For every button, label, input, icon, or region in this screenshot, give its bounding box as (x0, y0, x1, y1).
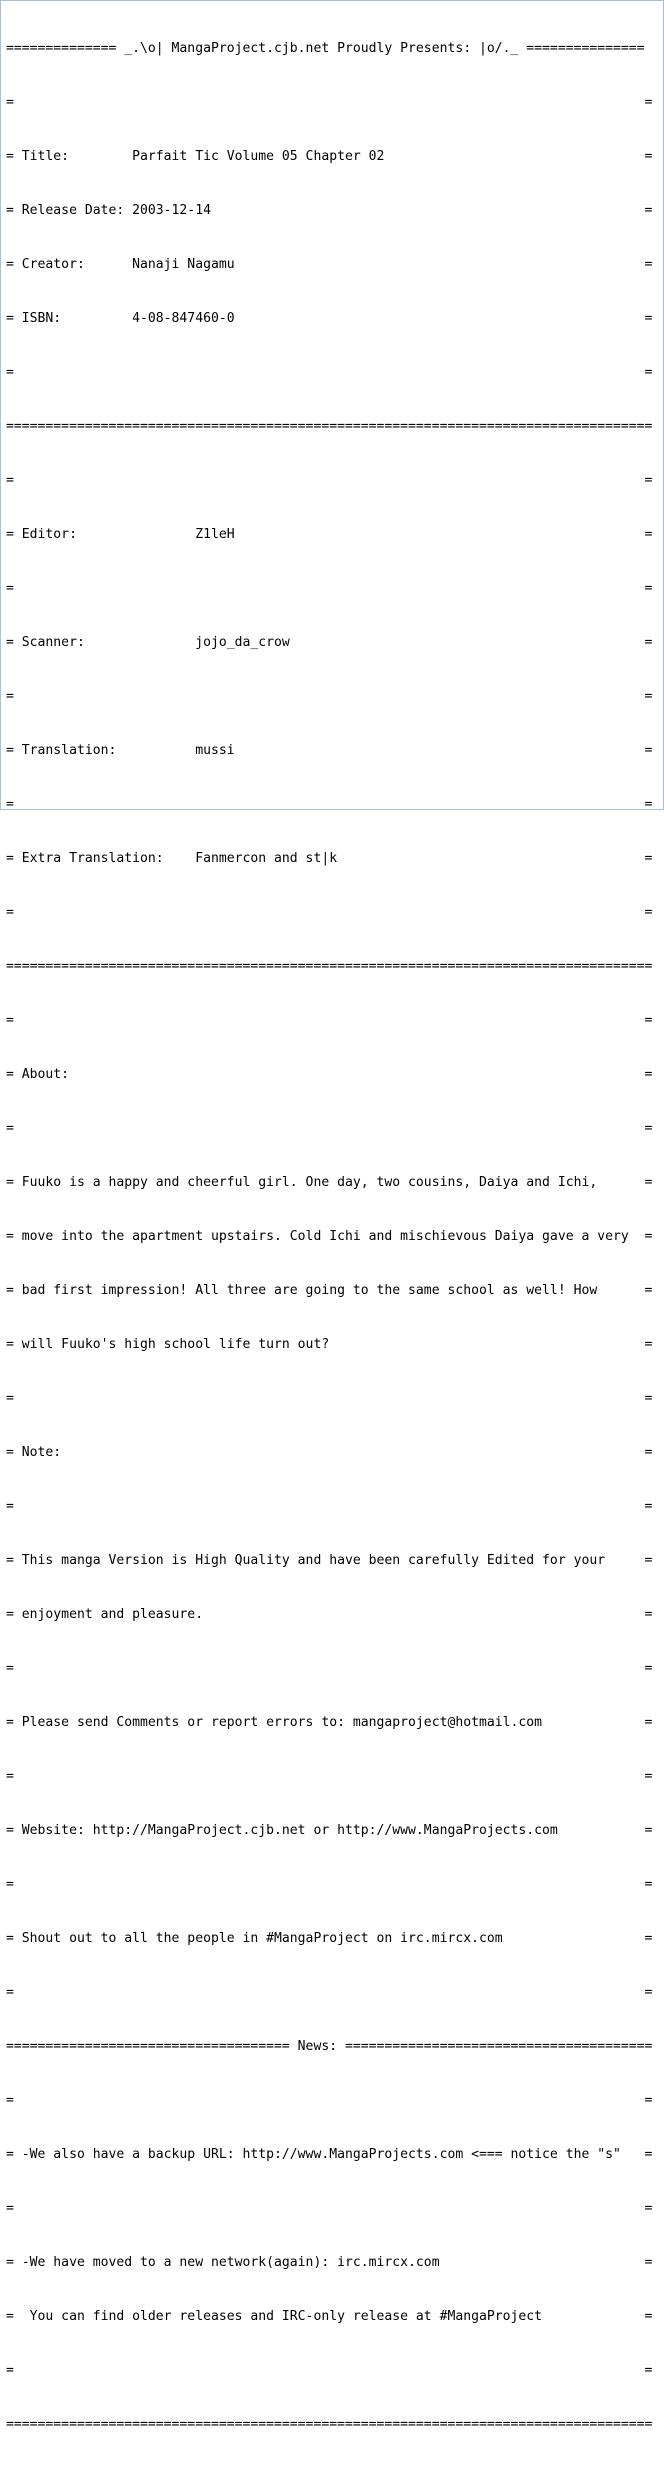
news-item-line: = You can find older releases and IRC-only release at #MangaProject = (6, 2309, 653, 2324)
border-line: = = (6, 1391, 653, 1406)
about-text-line: = move into the apartment upstairs. Cold Ichi and mischievous Daiya gave a very = (6, 1229, 653, 1244)
news-item-line: = -We have moved to a new network(again): irc.mircx.com = (6, 2255, 653, 2270)
footer-separator-line: ================================================================================== (6, 2417, 653, 2432)
border-line: = = (6, 1121, 653, 1136)
editor-line: = Editor: Z1leH = (6, 527, 653, 542)
about-text-line: = bad first impression! All three are going to the same school as well! How = (6, 1283, 653, 1298)
news-item-line: = -We also have a backup URL: http://www.MangaProjects.com <=== notice the "s" = (6, 2147, 653, 2162)
border-line: = = (6, 2093, 653, 2108)
border-line: = = (6, 95, 653, 110)
border-line: = = (6, 473, 653, 488)
about-heading-line: = About: = (6, 1067, 653, 1082)
news-separator-line: ==================================== News: ======================================= (6, 2039, 653, 2054)
title-line: = Title: Parfait Tic Volume 05 Chapter 02 = (6, 149, 653, 164)
scanner-line: = Scanner: jojo_da_crow = (6, 635, 653, 650)
note-text-line: = enjoyment and pleasure. = (6, 1607, 653, 1622)
creator-line: = Creator: Nanaji Nagamu = (6, 257, 653, 272)
border-line: = = (6, 2363, 653, 2378)
about-text-line: = will Fuuko's high school life turn out? = (6, 1337, 653, 1352)
border-line: = = (6, 1661, 653, 1676)
separator-line: ================================================================================== (6, 959, 653, 974)
border-line: = = (6, 689, 653, 704)
border-line: = = (6, 1499, 653, 1514)
text-content (1, 1, 663, 2470)
border-line: = = (6, 905, 653, 920)
border-line: = = (6, 2201, 653, 2216)
separator-line: ================================================================================== (6, 419, 653, 434)
border-line: = = (6, 1985, 653, 2000)
extra-translation-line: = Extra Translation: Fanmercon and st|k = (6, 851, 653, 866)
border-line: = = (6, 1013, 653, 1028)
border-line: = = (6, 1769, 653, 1784)
release-date-line: = Release Date: 2003-12-14 = (6, 203, 653, 218)
border-line: = = (6, 581, 653, 596)
about-text-line: = Fuuko is a happy and cheerful girl. One day, two cousins, Daiya and Ichi, = (6, 1175, 653, 1190)
border-line: = = (6, 1877, 653, 1892)
header-banner-line: ============== _.\o| MangaProject.cjb.net Proudly Presents: |o/._ =============== (6, 41, 645, 56)
isbn-line: = ISBN: 4-08-847460-0 = (6, 311, 653, 326)
website-line: = Website: http://MangaProject.cjb.net or http://www.MangaProjects.com = (6, 1823, 653, 1838)
border-line: = = (6, 365, 653, 380)
contact-line: = Please send Comments or report errors to: mangaproject@hotmail.com = (6, 1715, 653, 1730)
note-text-line: = This manga Version is High Quality and have been carefully Edited for your = (6, 1553, 653, 1568)
translation-line: = Translation: mussi = (6, 743, 653, 758)
shoutout-line: = Shout out to all the people in #MangaProject on irc.mircx.com = (6, 1931, 653, 1946)
note-heading-line: = Note: = (6, 1445, 653, 1460)
border-line: = = (6, 797, 653, 812)
